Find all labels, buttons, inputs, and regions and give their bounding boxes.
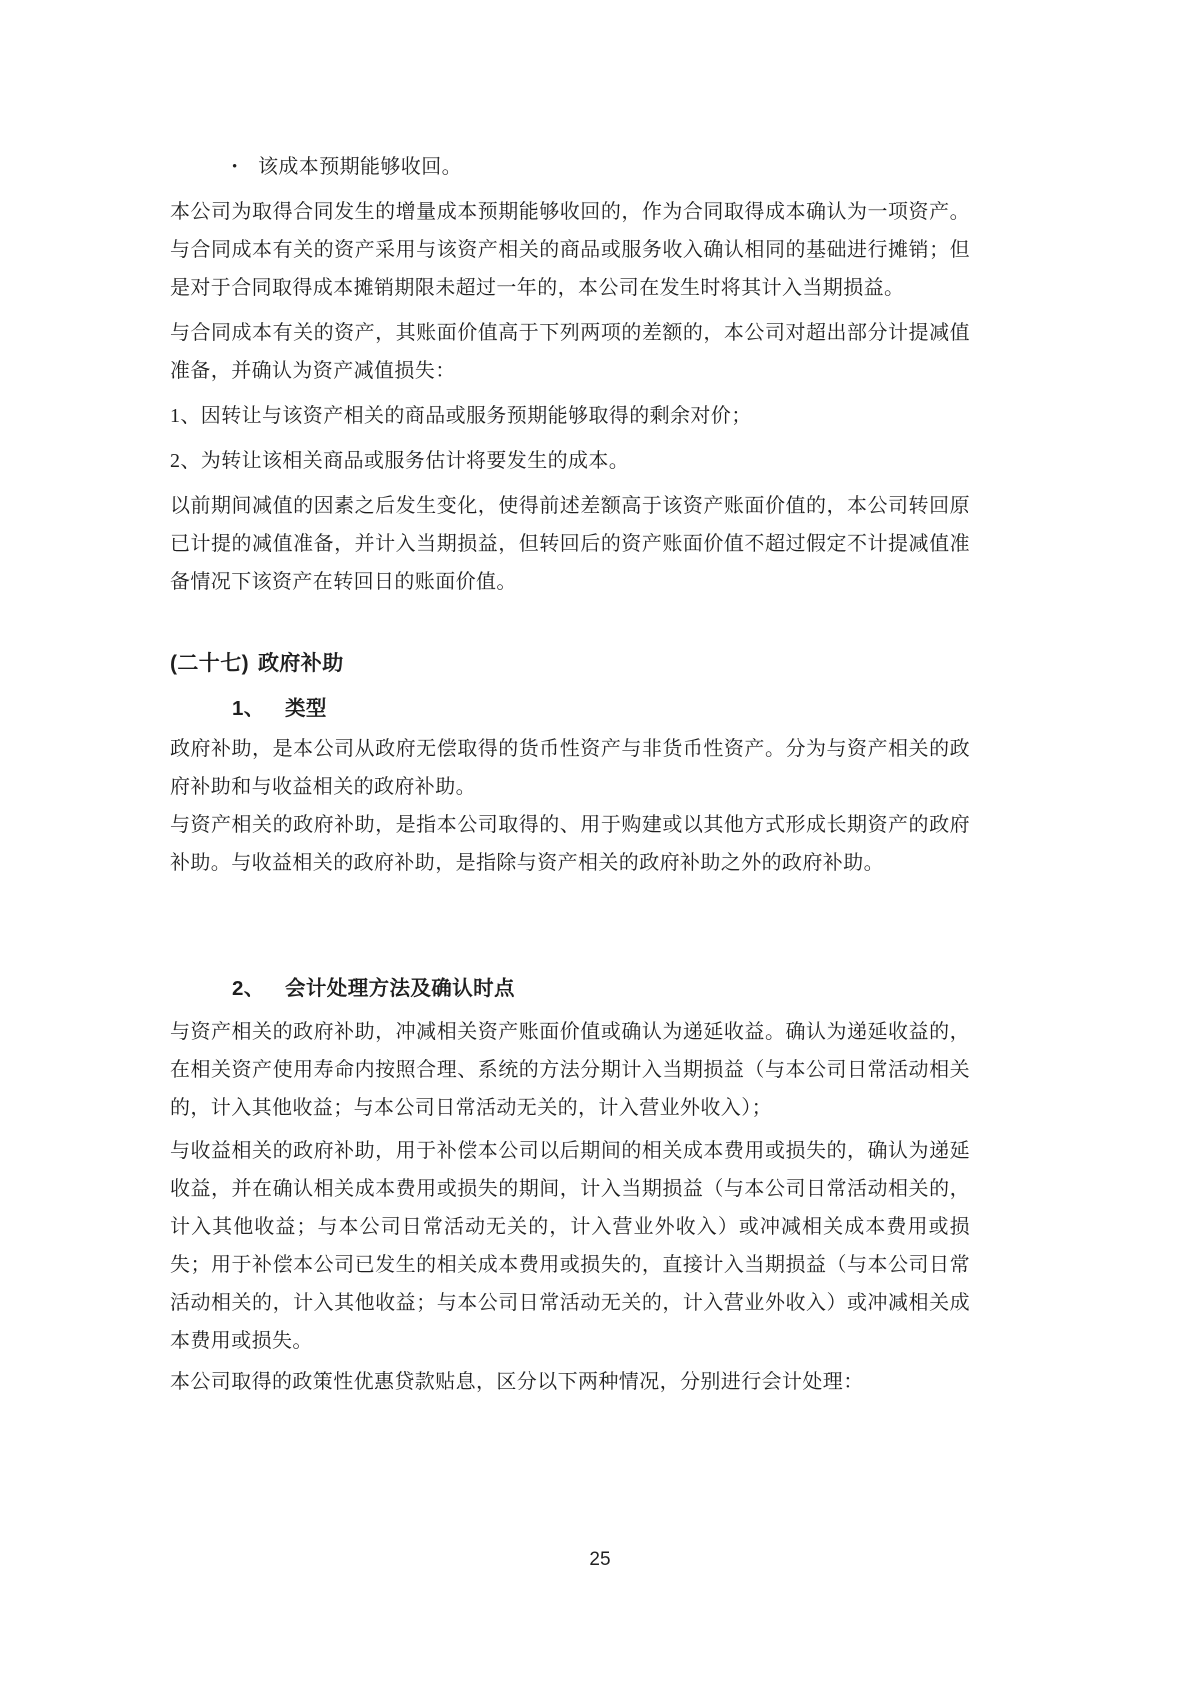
section-heading-number: (二十七) xyxy=(170,652,249,675)
paragraph-contract-cost-2: 与合同成本有关的资产，其账面价值高于下列两项的差额的，本公司对超出部分计提减值准备，并确认为资产减值损失： xyxy=(170,322,970,382)
paragraph-contract-cost-3: 以前期间减值的因素之后发生变化，使得前述差额高于该资产账面价值的，本公司转回原已计提的减值准备，并计入当期损益，但转回后的资产账面价值不超过假定不计提减值准备情况下该资产在转回日的账面价值。 xyxy=(170,495,970,593)
paragraph-grant-type-1: 政府补助，是本公司从政府无偿取得的货币性资产与非货币性资产。分为与资产相关的政府补助和与收益相关的政府补助。 xyxy=(170,738,970,798)
section-heading-government-grants xyxy=(170,645,970,683)
paragraph-grant-accounting-2: 与收益相关的政府补助，用于补偿本公司以后期间的相关成本费用或损失的，确认为递延收益，并在确认相关成本费用或损失的期间，计入当期损益（与本公司日常活动相关的，计入其他收益；与本公司日常活动无关的，计入营业外收入）或冲减相关成本费用或损失；用于补偿本公司已发生的相关成本费用或损失的，直接计入当期损益（与本公司日常活动相关的，计入其他收益；与本公司日常活动无关的，计入营业外收入）或冲减相关成本费用或损失。 xyxy=(170,1140,970,1352)
bullet-text: 该成本预期能够收回。 xyxy=(258,156,462,178)
subsection-2-heading xyxy=(232,970,970,1008)
section-heading-title: 政府补助 xyxy=(258,652,344,675)
bullet-icon: • xyxy=(232,159,238,175)
document-body xyxy=(170,148,970,1401)
subsection-1-title: 类型 xyxy=(285,697,327,720)
paragraph-contract-cost-1: 本公司为取得合同发生的增量成本预期能够收回的，作为合同取得成本确认为一项资产。与合同成本有关的资产采用与该资产相关的商品或服务收入确认相同的基础进行摊销；但是对于合同取得成本摊销期限未超过一年的，本公司在发生时将其计入当期损益。 xyxy=(170,201,970,299)
subsection-2-title: 会计处理方法及确认时点 xyxy=(285,977,515,1000)
list-line-estimated-cost: 2、为转让该相关商品或服务估计将要发生的成本。 xyxy=(170,450,630,472)
bullet-item xyxy=(232,148,970,186)
paragraph-grant-accounting-3: 本公司取得的政策性优惠贷款贴息，区分以下两种情况，分别进行会计处理： xyxy=(170,1371,864,1393)
subsection-1-heading xyxy=(232,690,970,728)
subsection-1-number: 1、 xyxy=(232,697,265,720)
paragraph-grant-accounting-1: 与资产相关的政府补助，冲减相关资产账面价值或确认为递延收益。确认为递延收益的，在相关资产使用寿命内按照合理、系统的方法分期计入当期损益（与本公司日常活动相关的，计入其他收益；与本公司日常活动无关的，计入营业外收入）； xyxy=(170,1021,970,1119)
paragraph-grant-type-2: 与资产相关的政府补助，是指本公司取得的、用于购建或以其他方式形成长期资产的政府补助。与收益相关的政府补助，是指除与资产相关的政府补助之外的政府补助。 xyxy=(170,814,970,874)
subsection-2-number: 2、 xyxy=(232,977,265,1000)
page-number: 25 xyxy=(589,1549,611,1570)
list-line-remaining-consideration: 1、因转让与该资产相关的商品或服务预期能够取得的剩余对价； xyxy=(170,405,752,427)
